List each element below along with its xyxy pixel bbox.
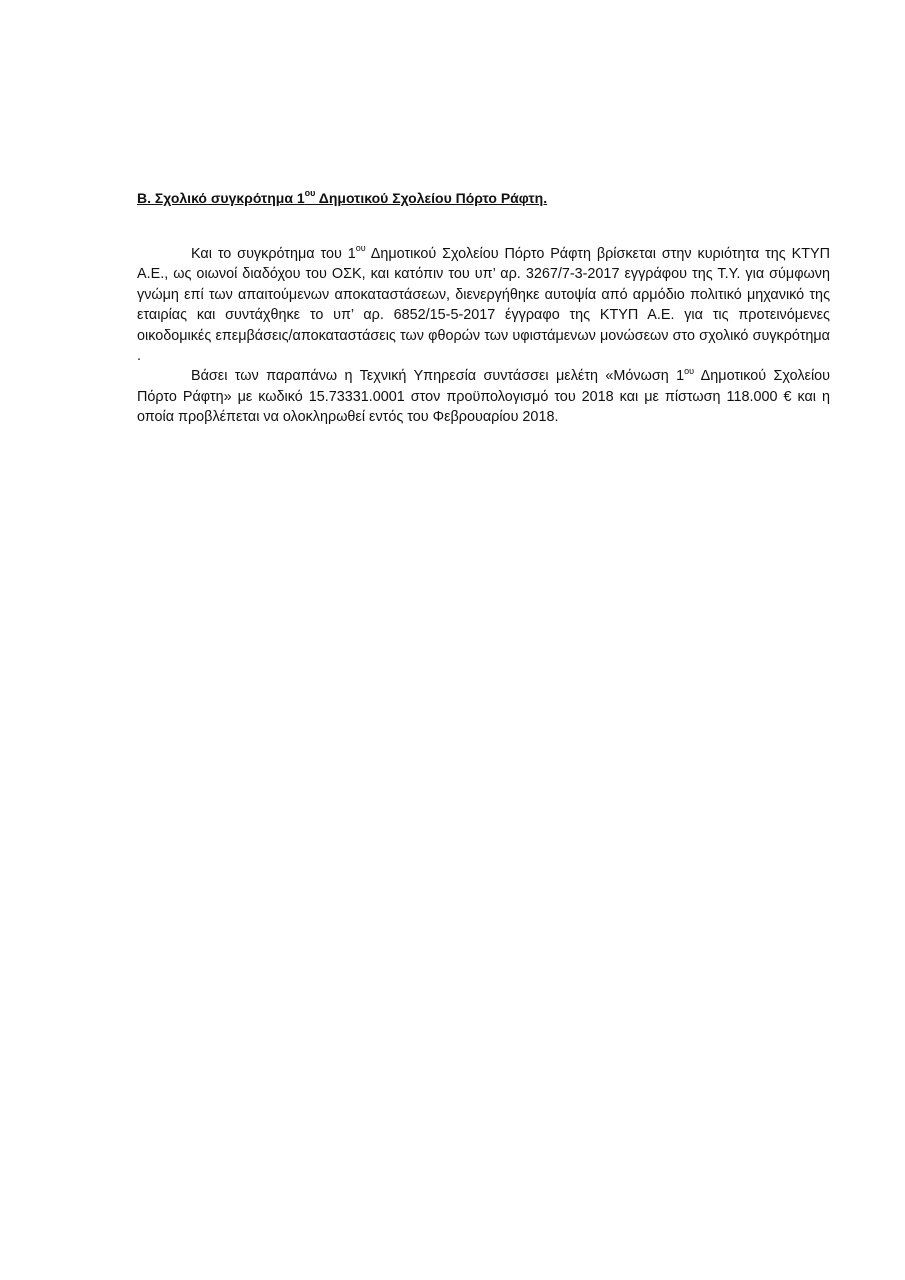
paragraph-2-part-2: Δημοτικού Σχολείου Πόρτο Ράφτη» με κωδικό 15.73331.0001 στον προϋπολογισμό του 2018 και με πίστωση 118.000 € και η οποία προβλέπεται να ολοκληρωθεί εντός του Φεβρουαρίου 2018. <box>137 368 831 426</box>
paragraph-2 <box>137 366 830 427</box>
paragraph-2-superscript: ου <box>684 365 695 376</box>
section-heading <box>137 188 830 208</box>
paragraph-1-part-2: Δημοτικού Σχολείου Πόρτο Ράφτη βρίσκεται στην κυριότητα της ΚΤΥΠ Α.Ε., ως οιωνοί διαδόχου του ΟΣΚ, και κατόπιν του υπ’ αρ. 3267/7-3-2017 εγγράφου της Τ.Υ. για σύμφωνη γνώμη επί των απαιτούμενων αποκαταστάσεων, διενεργήθηκε αυτοψία από αρμόδιο πολιτικό μηχανικό της εταιρίας και συντάχθηκε το υπ’ αρ. 6852/15-5-2017 έγγραφο της ΚΤΥΠ Α.Ε. για τις προτεινόμενες οικοδομικές επεμβάσεις/αποκαταστάσεις των φθορών των υφιστάμενων μονώσεων στο σχολικό συγκρότημα . <box>137 246 830 365</box>
heading-superscript: ου <box>304 188 316 199</box>
paragraph-1 <box>137 244 830 366</box>
paragraph-1-part-1: Και το συγκρότημα του 1 <box>191 246 356 262</box>
heading-suffix: Δημοτικού Σχολείου Πόρτο Ράφτη. <box>315 190 548 206</box>
paragraph-2-part-1: Βάσει των παραπάνω η Τεχνική Υπηρεσία συντάσσει μελέτη «Μόνωση 1 <box>191 368 685 385</box>
heading-prefix: Β. Σχολικό συγκρότημα 1 <box>137 190 305 206</box>
document-body <box>137 188 830 428</box>
paragraph-1-superscript: ου <box>355 243 366 254</box>
